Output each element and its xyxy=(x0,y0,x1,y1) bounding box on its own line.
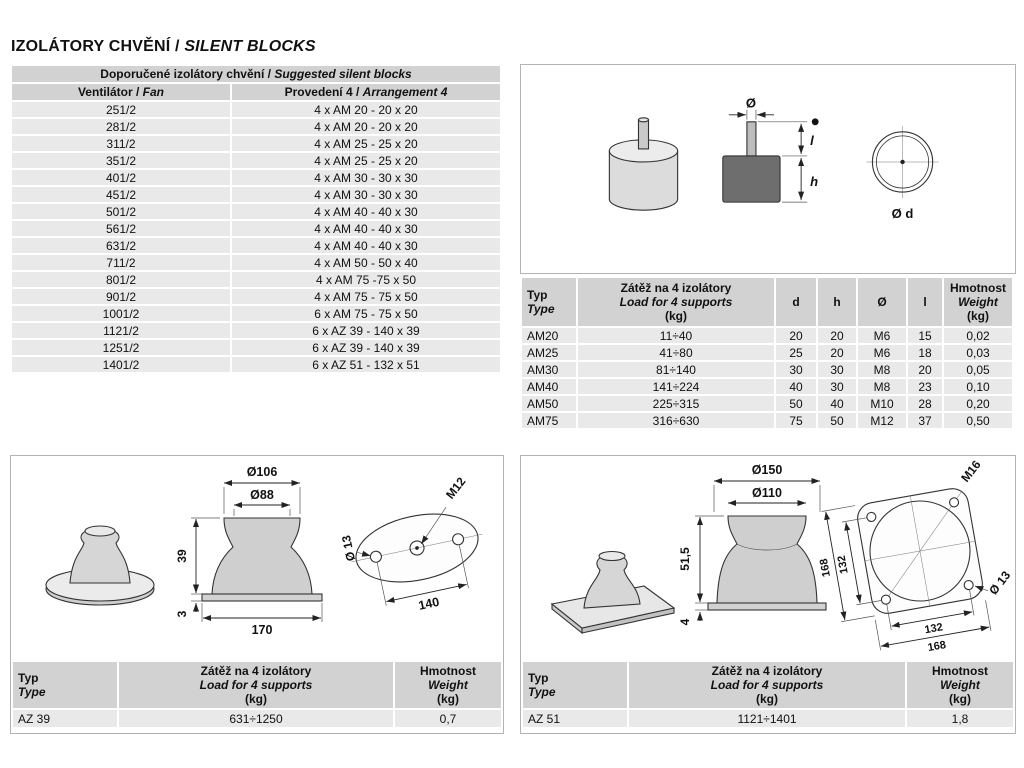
stud xyxy=(747,122,756,156)
type-cell: AM20 xyxy=(522,328,576,343)
title-separator: / xyxy=(264,67,275,81)
col-header-load xyxy=(578,278,774,326)
dim-label-dia-inner: Ø88 xyxy=(250,488,274,502)
fan-cell: 901/2 xyxy=(12,289,230,304)
d-cell: 25 xyxy=(776,345,816,360)
am-drawing-panel xyxy=(520,64,1016,274)
d-cell: 50 xyxy=(776,396,816,411)
fan-cell: 311/2 xyxy=(12,136,230,151)
table-row xyxy=(12,289,500,304)
arrangement-cell: 4 x AM 20 - 20 x 20 xyxy=(232,119,500,134)
col-header-load xyxy=(629,662,905,708)
type-cell: AZ 39 xyxy=(13,710,117,727)
d-cell: 40 xyxy=(776,379,816,394)
weight-en: Weight xyxy=(958,295,998,310)
d-cell: 75 xyxy=(776,413,816,428)
az51-drawing-area xyxy=(521,456,1015,660)
center-dot xyxy=(900,160,904,164)
weight-cz: Hmotnost xyxy=(420,664,476,678)
load-unit: (kg) xyxy=(665,309,687,324)
am-silent-block-drawing xyxy=(521,65,1015,273)
page-title xyxy=(11,38,316,56)
arrangement-cell: 4 x AM 20 - 20 x 20 xyxy=(232,102,500,117)
weight-cell: 0,03 xyxy=(944,345,1012,360)
table-row xyxy=(12,323,500,338)
az39-drawing-area xyxy=(11,456,503,660)
dim-label-dia-outer: Ø150 xyxy=(751,463,783,477)
dome-top xyxy=(599,552,625,561)
type-cell: AM50 xyxy=(522,396,576,411)
weight-cell: 1,8 xyxy=(907,710,1013,727)
stud xyxy=(638,120,648,149)
table-row xyxy=(522,362,1012,377)
col-header-h: h xyxy=(818,278,856,326)
dim-label-outer-v: 168 xyxy=(817,557,833,578)
dim-label-inner-h: 132 xyxy=(923,621,944,637)
table-row xyxy=(12,170,500,185)
az51-load-table xyxy=(521,660,1015,729)
arrangement-cell: 4 x AM 75 - 75 x 50 xyxy=(232,289,500,304)
arrangement-cell: 6 x AZ 39 - 140 x 39 xyxy=(232,340,500,355)
l-cell: 15 xyxy=(908,328,942,343)
fan-cell: 251/2 xyxy=(12,102,230,117)
dome-top xyxy=(85,526,115,536)
type-cz: Typ xyxy=(527,288,548,303)
load-cell: 631÷1250 xyxy=(119,710,393,727)
dim-label-diameter-d: Ø d xyxy=(891,206,914,222)
az39-panel xyxy=(10,455,504,734)
load-cell: 11÷40 xyxy=(578,328,774,343)
arrangement-cell: 4 x AM 40 - 40 x 30 xyxy=(232,221,500,236)
az39-top-view xyxy=(331,472,495,626)
dia-cell: M10 xyxy=(858,396,906,411)
ext-line xyxy=(822,506,855,512)
arrangement-cell: 4 x AM 30 - 30 x 30 xyxy=(232,170,500,185)
table-row xyxy=(522,379,1012,394)
title-separator: / xyxy=(170,37,185,55)
table-row xyxy=(522,328,1012,343)
table-row xyxy=(12,136,500,151)
col-header-type xyxy=(13,662,117,708)
weight-unit: (kg) xyxy=(437,692,459,707)
weight-cell: 0,20 xyxy=(944,396,1012,411)
load-cell: 141÷224 xyxy=(578,379,774,394)
arrangement-cell: 4 x AM 30 - 30 x 30 xyxy=(232,187,500,202)
table-row xyxy=(12,340,500,355)
type-cell: AM25 xyxy=(522,345,576,360)
table-row xyxy=(522,345,1012,360)
table-row xyxy=(12,272,500,287)
az39-side-view xyxy=(175,465,322,637)
table-row xyxy=(522,413,1012,428)
load-en: Load for 4 supports xyxy=(619,295,733,310)
fan-cell: 1001/2 xyxy=(12,306,230,321)
weight-en: Weight xyxy=(428,678,468,693)
separator: / xyxy=(352,85,363,99)
table-row xyxy=(12,187,500,202)
table-row xyxy=(12,357,500,372)
az39-load-table xyxy=(11,660,503,729)
table-row xyxy=(12,238,500,253)
am-top-view xyxy=(866,126,938,221)
table-row xyxy=(13,710,501,727)
col-fan-en: Fan xyxy=(142,85,165,99)
l-cell: 37 xyxy=(908,413,942,428)
table-row xyxy=(12,306,500,321)
dim-label-dia-outer: Ø106 xyxy=(246,465,278,479)
load-en: Load for 4 supports xyxy=(710,678,824,693)
load-cell: 1121÷1401 xyxy=(629,710,905,727)
type-cell: AM40 xyxy=(522,379,576,394)
type-en: Type xyxy=(527,302,555,317)
page-title-en: SILENT BLOCKS xyxy=(184,37,316,55)
col-header-dia: Ø xyxy=(858,278,906,326)
table-row xyxy=(12,153,500,168)
type-en: Type xyxy=(528,685,556,700)
col-header-arrangement xyxy=(232,84,500,100)
col-header-load xyxy=(119,662,393,708)
fan-cell: 281/2 xyxy=(12,119,230,134)
fan-cell: 711/2 xyxy=(12,255,230,270)
dim-label-height: 39 xyxy=(175,549,189,563)
table-row xyxy=(12,102,500,117)
arrangement-cell: 4 x AM 75 -75 x 50 xyxy=(232,272,500,287)
h-cell: 50 xyxy=(818,413,856,428)
col-arr-en: Arrangement 4 xyxy=(362,85,448,99)
load-cz: Zátěž na 4 izolátory xyxy=(711,664,823,678)
dim-label-hole: Ø 13 xyxy=(986,568,1014,598)
az51-technical-drawing xyxy=(521,456,1015,660)
suggested-table-header-row xyxy=(12,84,500,100)
l-cell: 23 xyxy=(908,379,942,394)
table-row xyxy=(522,396,1012,411)
load-cell: 81÷140 xyxy=(578,362,774,377)
dim-label-h: h xyxy=(810,174,819,190)
ext-line xyxy=(875,620,880,651)
load-cz: Zátěž na 4 izolátory xyxy=(620,281,732,295)
az51-panel xyxy=(520,455,1016,734)
suggested-silent-blocks-table xyxy=(10,64,502,374)
weight-cell: 0,05 xyxy=(944,362,1012,377)
dia-cell: M6 xyxy=(858,328,906,343)
col-header-weight xyxy=(395,662,501,708)
fan-cell: 1401/2 xyxy=(12,357,230,372)
rubber-dome xyxy=(584,555,640,608)
weight-cell: 0,50 xyxy=(944,413,1012,428)
h-cell: 30 xyxy=(818,362,856,377)
fan-cell: 501/2 xyxy=(12,204,230,219)
arrangement-cell: 4 x AM 40 - 40 x 30 xyxy=(232,204,500,219)
col-header-weight xyxy=(907,662,1013,708)
az39-technical-drawing xyxy=(11,456,503,660)
load-cell: 316÷630 xyxy=(578,413,774,428)
separator: / xyxy=(132,85,143,99)
weight-cell: 0,7 xyxy=(395,710,501,727)
ext-line xyxy=(841,616,874,622)
dim-label-l: l xyxy=(810,132,814,148)
fan-cell: 451/2 xyxy=(12,187,230,202)
arrangement-cell: 4 x AM 50 - 50 x 40 xyxy=(232,255,500,270)
fan-cell: 801/2 xyxy=(12,272,230,287)
load-cell: 225÷315 xyxy=(578,396,774,411)
am-table-header-row xyxy=(522,278,1012,326)
dia-cell: M12 xyxy=(858,413,906,428)
weight-unit: (kg) xyxy=(949,692,971,707)
dim-label-hole-spacing: 140 xyxy=(417,594,441,613)
stud-top xyxy=(638,118,648,122)
table-row xyxy=(12,221,500,236)
load-unit: (kg) xyxy=(756,692,778,707)
fan-cell: 561/2 xyxy=(12,221,230,236)
fan-cell: 351/2 xyxy=(12,153,230,168)
suggested-title-en: Suggested silent blocks xyxy=(274,67,412,81)
type-cz: Typ xyxy=(18,671,39,686)
dim-label-plate-thickness: 4 xyxy=(678,618,692,626)
suggested-table-title-row xyxy=(12,66,500,82)
az51-top-view xyxy=(805,456,1015,660)
d-cell: 30 xyxy=(776,362,816,377)
dim-label-thread: M16 xyxy=(958,457,984,485)
rubber-dome-profile xyxy=(717,516,817,603)
table-row xyxy=(12,255,500,270)
col-header-d: d xyxy=(776,278,816,326)
table-row xyxy=(523,710,1013,727)
az51-table-header-row xyxy=(523,662,1013,708)
type-cell: AM30 xyxy=(522,362,576,377)
load-en: Load for 4 supports xyxy=(199,678,313,693)
load-cz: Zátěž na 4 izolátory xyxy=(200,664,312,678)
dim-label-length: 170 xyxy=(251,623,273,637)
dia-cell: M6 xyxy=(858,345,906,360)
table-row xyxy=(12,204,500,219)
dim-label-height: 51,5 xyxy=(678,547,692,571)
load-unit: (kg) xyxy=(245,692,267,707)
am-side-view xyxy=(723,96,819,202)
fan-cell: 631/2 xyxy=(12,238,230,253)
weight-cell: 0,10 xyxy=(944,379,1012,394)
l-cell: 28 xyxy=(908,396,942,411)
weight-cell: 0,02 xyxy=(944,328,1012,343)
base-plate-profile xyxy=(708,603,826,610)
type-cz: Typ xyxy=(528,671,549,686)
fan-cell: 401/2 xyxy=(12,170,230,185)
dim-label-thread: M12 xyxy=(443,474,469,502)
weight-cz: Hmotnost xyxy=(950,281,1006,295)
dim-label-stud-diameter: Ø xyxy=(745,95,757,111)
col-header-type xyxy=(522,278,576,326)
am-dimension-table xyxy=(520,276,1014,430)
type-cell: AM75 xyxy=(522,413,576,428)
fan-cell: 1251/2 xyxy=(12,340,230,355)
rubber-body xyxy=(723,156,780,202)
az39-isometric-view xyxy=(46,526,154,605)
page-title-cz: IZOLÁTORY CHVĚNÍ xyxy=(11,37,171,55)
h-cell: 30 xyxy=(818,379,856,394)
l-cell: 20 xyxy=(908,362,942,377)
suggested-title-cz: Doporučené izolátory chvění xyxy=(100,67,265,81)
col-header-type xyxy=(523,662,627,708)
type-cell: AZ 51 xyxy=(523,710,627,727)
dim-label-plate-thickness: 3 xyxy=(175,610,189,618)
arrangement-cell: 4 x AM 25 - 25 x 20 xyxy=(232,136,500,151)
d-cell: 20 xyxy=(776,328,816,343)
dim-label-inner-v: 132 xyxy=(835,554,851,575)
h-cell: 40 xyxy=(818,396,856,411)
fan-cell: 1121/2 xyxy=(12,323,230,338)
h-cell: 20 xyxy=(818,328,856,343)
col-header-weight xyxy=(944,278,1012,326)
load-cell: 41÷80 xyxy=(578,345,774,360)
dia-cell: M8 xyxy=(858,379,906,394)
col-header-fan xyxy=(12,84,230,100)
col-fan-cz: Ventilátor xyxy=(77,85,133,99)
type-en: Type xyxy=(18,685,46,700)
az51-isometric-view xyxy=(552,552,674,634)
suggested-table-title xyxy=(12,66,500,82)
az39-table-header-row xyxy=(13,662,501,708)
reference-dot xyxy=(812,118,819,125)
arrangement-cell: 4 x AM 25 - 25 x 20 xyxy=(232,153,500,168)
weight-cz: Hmotnost xyxy=(932,664,988,678)
base-plate-profile xyxy=(202,594,322,601)
l-cell: 18 xyxy=(908,345,942,360)
arrangement-cell: 6 x AM 75 - 75 x 50 xyxy=(232,306,500,321)
weight-unit: (kg) xyxy=(967,309,989,324)
col-arr-cz: Provedení 4 xyxy=(284,85,353,99)
arrangement-cell: 4 x AM 40 - 40 x 30 xyxy=(232,238,500,253)
arrangement-cell: 6 x AZ 51 - 132 x 51 xyxy=(232,357,500,372)
rubber-dome xyxy=(70,529,130,583)
arrangement-cell: 6 x AZ 39 - 140 x 39 xyxy=(232,323,500,338)
col-header-l: l xyxy=(908,278,942,326)
dim-label-dia-inner: Ø110 xyxy=(752,486,782,500)
ext-line xyxy=(986,600,991,631)
weight-en: Weight xyxy=(940,678,980,693)
table-row xyxy=(12,119,500,134)
am-isometric-view xyxy=(609,118,677,210)
h-cell: 20 xyxy=(818,345,856,360)
dim-label-outer-h: 168 xyxy=(926,639,947,655)
dim-label-hole: Ø 13 xyxy=(339,534,359,563)
az51-side-view xyxy=(678,463,826,625)
rubber-dome-profile xyxy=(212,518,312,594)
dia-cell: M8 xyxy=(858,362,906,377)
